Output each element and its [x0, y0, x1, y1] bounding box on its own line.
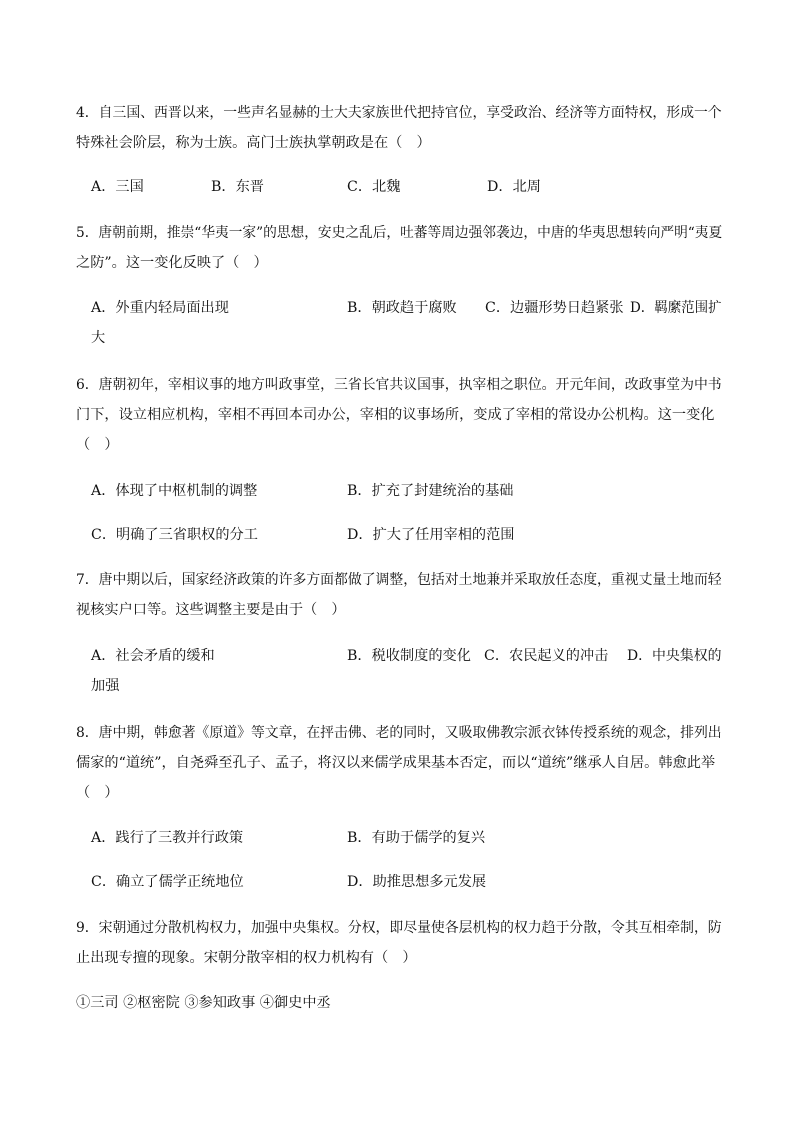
question-4-option-d: D．北周 — [487, 179, 541, 195]
question-8-stem-line-1: 8．唐中期，韩愈著《原道》等文章，在抨击佛、老的同时，又吸取佛教宗派衣钵传授系统的观念，排列出 — [76, 725, 722, 741]
question-4-option-a: A．三国 — [91, 179, 144, 195]
question-5-option-d-wrap: 大 — [91, 330, 106, 346]
question-6-option-b: B．扩充了封建统治的基础 — [347, 483, 514, 499]
question-5-option-a: A．外重内轻局面出现 — [91, 300, 229, 316]
question-8-option-c: C．确立了儒学正统地位 — [91, 874, 244, 890]
question-9-stem-line-1: 9．宋朝通过分散机构权力，加强中央集权。分权，即尽量使各层机构的权力趋于分散，令其互相牵制，防 — [76, 920, 722, 936]
question-7-option-d-wrap: 加强 — [91, 678, 120, 694]
question-5-option-c: C．边疆形势日趋紧张 — [485, 300, 624, 316]
question-5-option-b: B．朝政趋于腐败 — [347, 300, 457, 316]
question-9-stem-line-2: 止出现专擅的现象。宋朝分散宰相的权力机构有（ ） — [76, 950, 417, 966]
question-8-option-d: D．助推思想多元发展 — [347, 874, 487, 890]
question-7-option-d: D．中央集权的 — [627, 648, 722, 664]
question-7-option-c: C．农民起义的冲击 — [484, 648, 609, 664]
question-8-stem-line-2: 儒家的“道统”，自尧舜至孔子、孟子，将汉以来儒学成果基本否定，而以“道统”继承人自居。韩愈此举 — [76, 755, 716, 771]
question-4-option-b: B．东晋 — [211, 179, 264, 195]
question-6-option-a: A．体现了中枢机制的调整 — [91, 483, 258, 499]
question-5-option-d: D．羁縻范围扩 — [630, 300, 722, 316]
question-7-stem-line-2: 视核实户口等。这些调整主要是由于（ ） — [76, 602, 346, 618]
question-7-stem-line-1: 7．唐中期以后，国家经济政策的许多方面都做了调整，包括对土地兼并采取放任态度，重视丈量土地而轻 — [76, 572, 722, 588]
question-6-option-c: C．明确了三省职权的分工 — [91, 527, 258, 543]
question-6-stem-line-2: 门下，设立相应机构，宰相不再回本司办公，宰相的议事场所，变成了宰相的常设办公机构。这一变化 — [76, 407, 715, 423]
question-7-option-b: B．税收制度的变化 — [347, 648, 471, 664]
question-6-stem-line-3: （ ） — [76, 437, 119, 453]
question-9-items: ①三司 ②枢密院 ③参知政事 ④御史中丞 — [76, 995, 331, 1011]
question-4-stem-line-1: 4．自三国、西晋以来，一些声名显赫的士大夫家族世代把持官位，享受政治、经济等方面特权，形成一个 — [76, 105, 722, 121]
question-8-option-b: B．有助于儒学的复兴 — [347, 830, 486, 846]
question-5-stem-line-1: 5．唐朝前期，推崇“华夷一家”的思想，安史之乱后，吐蕃等周边强邻袭边，中唐的华夷思想转向严明“夷夏 — [76, 225, 723, 241]
question-4-option-c: C．北魏 — [347, 179, 401, 195]
question-7-option-a: A．社会矛盾的缓和 — [91, 648, 215, 664]
question-8-stem-line-3: （ ） — [76, 785, 119, 801]
question-6-stem-line-1: 6．唐朝初年，宰相议事的地方叫政事堂，三省长官共议国事，执宰相之职位。开元年间，改政事堂为中书 — [76, 377, 722, 393]
question-4-stem-line-2: 特殊社会阶层，称为士族。高门士族执掌朝政是在（ ） — [76, 135, 431, 151]
question-5-stem-line-2: 之防”。这一变化反映了（ ） — [76, 255, 268, 271]
question-6-option-d: D．扩大了任用宰相的范围 — [347, 527, 515, 543]
question-8-option-a: A．践行了三教并行政策 — [91, 830, 244, 846]
